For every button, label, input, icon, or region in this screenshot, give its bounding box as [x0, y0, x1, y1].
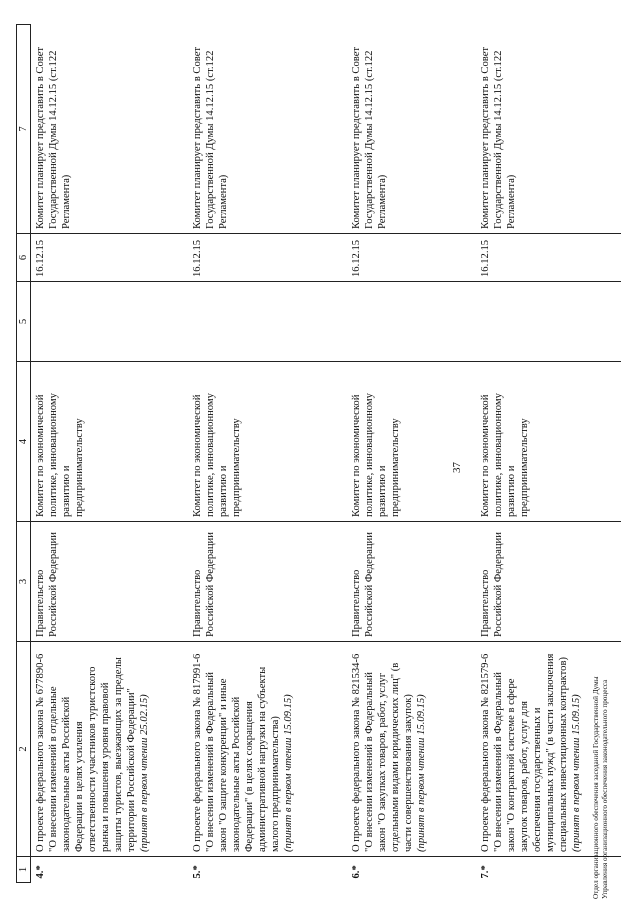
- bill-body: "О внесении изменений в отдельные законодательные акты Российской Федерации в целях усиления ответственности участников туристского рынка и повышения уровня правовой защиты туристов, выезжающих за пределы территории Российской Федерации": [48, 657, 137, 852]
- bill-title: О проекте федерального закона № 677890-6: [35, 653, 46, 852]
- bill-title: О проекте федерального закона № 821534-6: [351, 653, 362, 852]
- date-cell: 16.12.15: [347, 234, 476, 282]
- row-number: [31, 857, 189, 883]
- committee-cell: Комитет по экономической политике, инновационному развитию и предпринимательству: [188, 362, 347, 522]
- bill-note: (принят в первом чтении 25.02.15): [139, 694, 150, 852]
- row-number-text: 5.*: [192, 865, 203, 879]
- header-col-3: 3: [17, 522, 31, 642]
- bill-body: "О внесении изменений в Федеральный закон "О контрактной системе в сфере закупок товаров, работ, услуг для обеспечения государственных и муниципальных нужд" (в части заключения специальных инвестиционных контрактов): [493, 653, 569, 852]
- table-row: [188, 25, 347, 883]
- bill-body: "О внесении изменений в Федеральный закон "О закупках товаров, работ, услуг отдельными видами юридических лиц" (в части совершенствования закупок): [364, 662, 414, 852]
- table-header-row: [17, 25, 31, 883]
- header-col-4: 4: [17, 362, 31, 522]
- header-col-5: 5: [17, 282, 31, 362]
- col5-cell: [188, 282, 347, 362]
- table-row: [347, 25, 476, 883]
- footer-line-2: Управления организационного обеспечения законодательного процесса: [601, 679, 609, 899]
- header-col-7: 7: [17, 25, 31, 234]
- committee-cell: Комитет по экономической политике, инновационному развитию и предпринимательству: [347, 362, 476, 522]
- bill-note: (принят в первом чтении 15.09.15): [283, 694, 294, 852]
- bill-title: О проекте федерального закона № 817991-6: [192, 653, 203, 852]
- remark-cell: Комитет планирует представить в Совет Государственной Думы 14.12.15 (ст.122 Регламента): [31, 25, 189, 234]
- bill-description: [31, 642, 189, 857]
- remark-cell: Комитет планирует представить в Совет Государственной Думы 14.12.15 (ст.122 Регламента): [188, 25, 347, 234]
- date-cell: 16.12.15: [476, 234, 621, 282]
- initiator-cell: Правительство Российской Федерации: [188, 522, 347, 642]
- row-number: [347, 857, 476, 883]
- initiator-cell: Правительство Российской Федерации: [31, 522, 189, 642]
- header-col-2: 2: [17, 642, 31, 857]
- bill-body: "О внесении изменений в Федеральный закон "О защите конкуренции" и иные законодательные акты Российской Федерации" (в целях сокращения административной нагрузки на субъекты малого предпринимательства): [205, 666, 281, 852]
- initiator-cell: Правительство Российской Федерации: [347, 522, 476, 642]
- remark-cell: Комитет планирует представить в Совет Государственной Думы 14.12.15 (ст.122 Регламента): [476, 25, 621, 234]
- col5-cell: [31, 282, 189, 362]
- col5-cell: [476, 282, 621, 362]
- bill-note: (принят в первом чтении 15.09.15): [416, 694, 427, 852]
- committee-cell: Комитет по экономической политике, инновационному развитию и предпринимательству: [476, 362, 621, 522]
- date-cell: 16.12.15: [188, 234, 347, 282]
- committee-cell: Комитет по экономической политике, инновационному развитию и предпринимательству: [31, 362, 189, 522]
- row-number-text: 4.*: [35, 865, 46, 879]
- bill-note: (принят в первом чтении 15.09.15): [571, 694, 582, 852]
- bill-description: [347, 642, 476, 857]
- table-row: [31, 25, 189, 883]
- footer: [592, 676, 610, 899]
- row-number: [188, 857, 347, 883]
- header-col-6: 6: [17, 234, 31, 282]
- bill-description: [188, 642, 347, 857]
- footer-line-1: Отдел организационного обеспечения заседаний Государственной Думы: [592, 676, 600, 899]
- col5-cell: [347, 282, 476, 362]
- bill-title: О проекте федерального закона № 821579-6: [480, 653, 491, 852]
- date-cell: 16.12.15: [31, 234, 189, 282]
- page-number: 37: [451, 462, 463, 473]
- row-number-text: 7.*: [480, 865, 491, 879]
- header-col-1: 1: [17, 857, 31, 883]
- row-number-text: 6.*: [351, 865, 362, 879]
- bills-table: [16, 24, 621, 883]
- initiator-cell: Правительство Российской Федерации: [476, 522, 621, 642]
- remark-cell: Комитет планирует представить в Совет Государственной Думы 14.12.15 (ст.122 Регламента): [347, 25, 476, 234]
